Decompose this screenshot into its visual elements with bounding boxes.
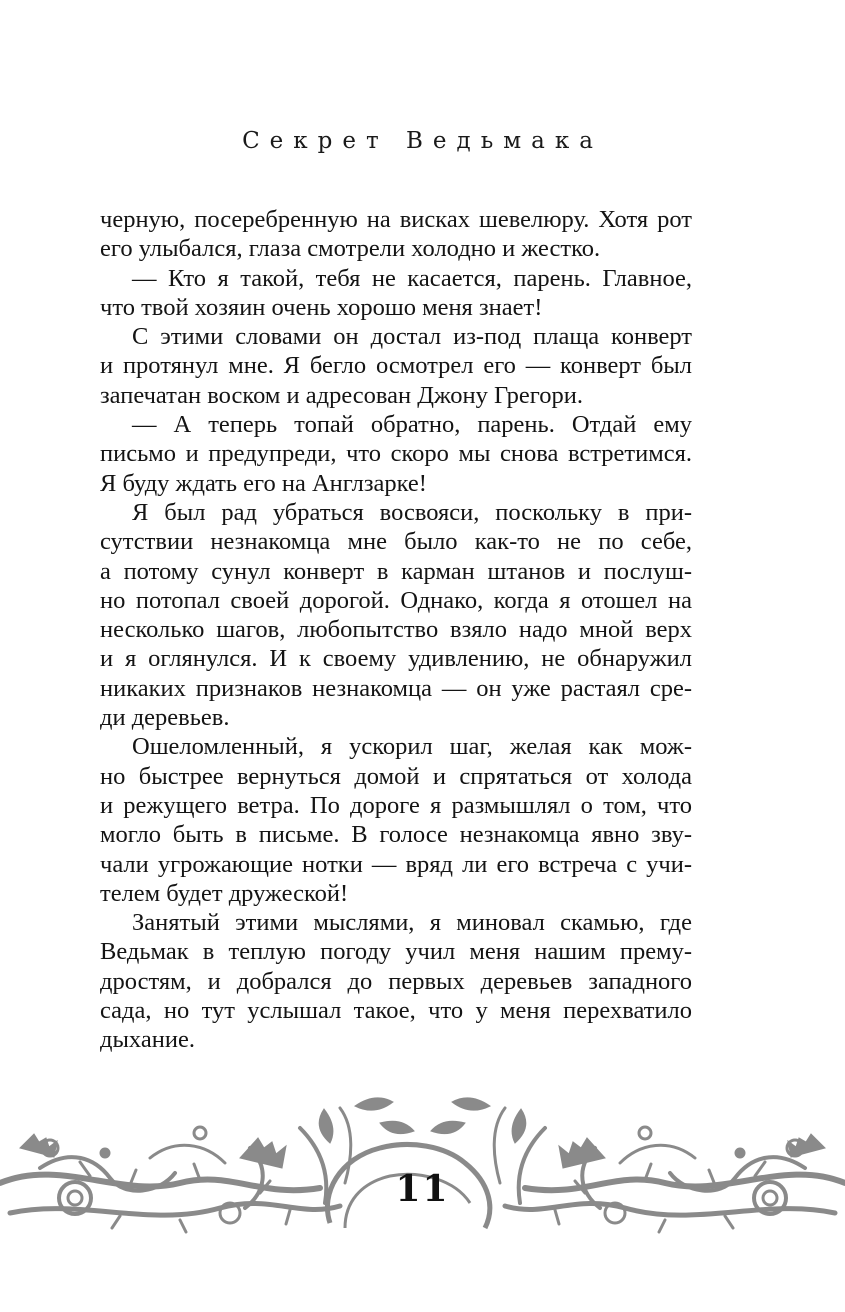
text-line: дростям, и добрался до первых деревьев западного xyxy=(100,967,692,995)
text-line: Занятый этими мыслями, я миновал скамью, где xyxy=(132,909,692,937)
text-line: Я был рад убраться восвояси, поскольку в при- xyxy=(132,498,692,526)
text-line: и я оглянулся. И к своему удивлению, не обнаружил xyxy=(100,645,692,673)
text-line: его улыбался, глаза смотрели холодно и жестко. xyxy=(100,235,601,263)
text-line: и режущего ветра. По дороге я размышлял о том, что xyxy=(100,791,692,819)
text-line: запечатан воском и адресован Джону Грегори. xyxy=(100,381,583,409)
text-line: телем будет дружеской! xyxy=(100,879,349,907)
decorative-ornament xyxy=(0,1088,845,1238)
text-line: но потопал своей дорогой. Однако, когда я отошел на xyxy=(100,586,692,614)
text-line: что твой хозяин очень хорошо меня знает! xyxy=(100,293,543,321)
text-line: С этими словами он достал из-под плаща конверт xyxy=(132,323,692,351)
text-line: Ошеломленный, я ускорил шаг, желая как мож- xyxy=(132,733,692,761)
text-line: никаких признаков незнакомца — он уже растаял сре- xyxy=(100,674,692,702)
running-title: Секрет Ведьмака xyxy=(242,128,603,154)
text-line: дыхание. xyxy=(100,1026,195,1054)
text-line: черную, посеребренную на висках шевелюру. Хотя рот xyxy=(100,206,692,233)
text-line: а потому сунул конверт в карман штанов и послуш- xyxy=(100,557,692,585)
text-line: ди деревьев. xyxy=(100,704,230,732)
text-line: сада, но тут услышал такое, что у меня перехватило xyxy=(100,997,692,1025)
page-number: 11 xyxy=(395,1168,450,1210)
text-line: — Кто я такой, тебя не касается, парень. Главное, xyxy=(132,264,692,292)
text-line: могло быть в письме. В голосе незнакомца явно зву- xyxy=(100,821,692,849)
text-line: Я буду ждать его на Англзарке! xyxy=(100,469,427,497)
text-line: несколько шагов, любопытство взяло надо мной верх xyxy=(100,616,692,644)
text-line: Ведьмак в теплую погоду учил меня нашим прему- xyxy=(100,938,692,966)
text-line: и протянул мне. Я бегло осмотрел его — конверт был xyxy=(100,352,692,380)
text-line: — А теперь топай обратно, парень. Отдай ему xyxy=(132,411,692,439)
text-line: но быстрее вернуться домой и спрятаться от холода xyxy=(100,762,692,790)
text-line: чали угрожающие нотки — вряд ли его встреча с учи- xyxy=(100,850,692,878)
text-line: письмо и предупреди, что скоро мы снова встретимся. xyxy=(100,440,692,468)
body-text xyxy=(100,205,692,1055)
text-line: сутствии незнакомца мне было как-то не по себе, xyxy=(100,528,692,556)
